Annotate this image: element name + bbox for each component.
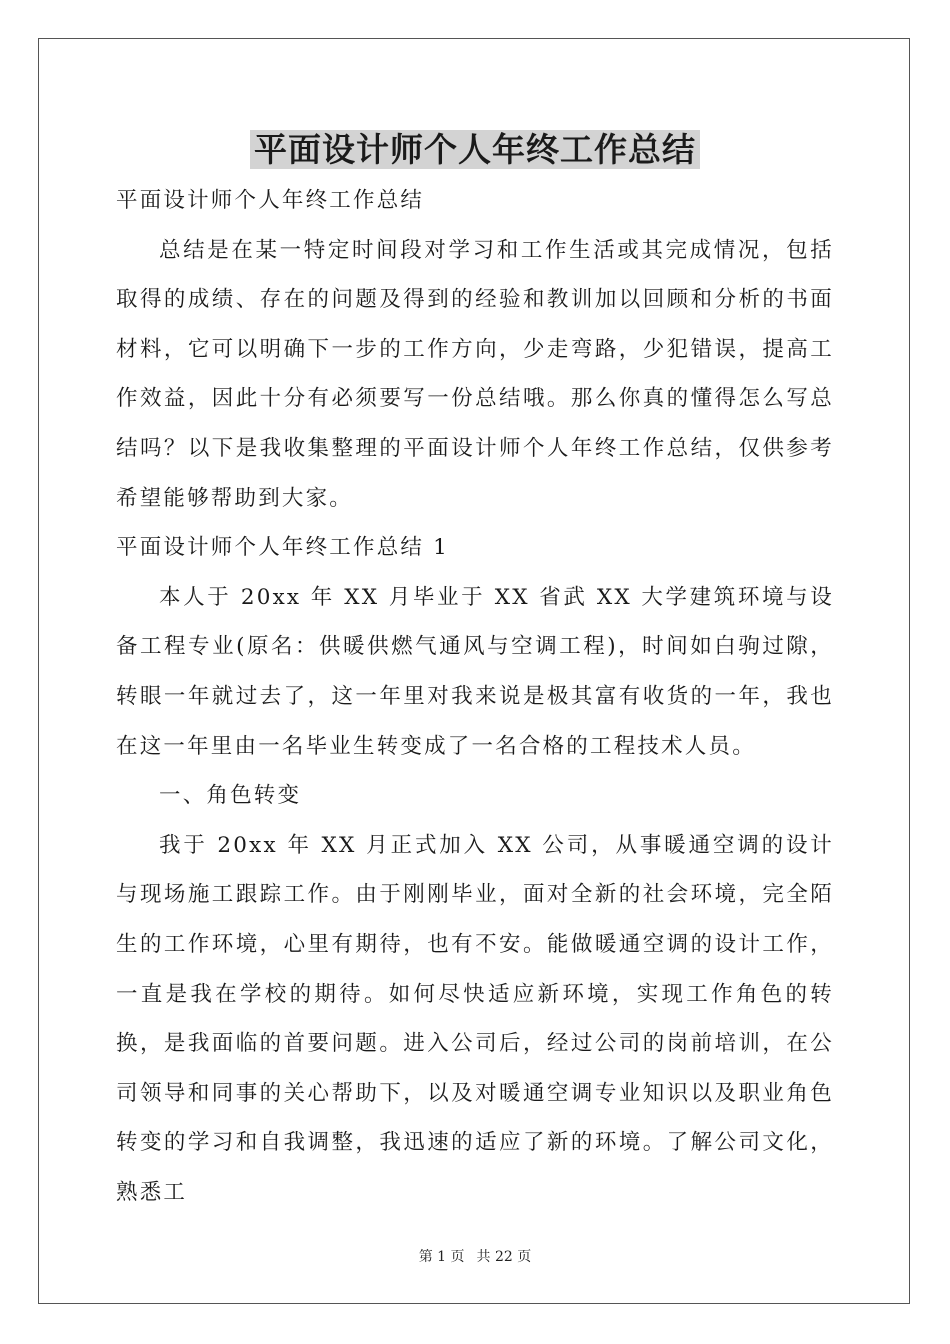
body-paragraph-1: 本人于 20xx 年 XX 月毕业于 XX 省武 XX 大学建筑环境与设备工程专业(原名：供暖供燃气通风与空调工程)，时间如白驹过隙，转眼一年就过去了，这一年里对我来说是极其富有收货的一年，我也在这一年里由一名毕业生转变成了一名合格的工程技术人员。: [116, 584, 834, 759]
page-footer: [0, 1246, 950, 1266]
subtitle-line: 平面设计师个人年终工作总结: [116, 188, 425, 213]
document-body: [116, 176, 834, 1217]
document-title: [0, 126, 950, 174]
document-title-text: 平面设计师个人年终工作总结: [250, 130, 700, 169]
page-number: 第 1 页: [418, 1249, 465, 1265]
body-paragraph-2: 我于 20xx 年 XX 月正式加入 XX 公司，从事暖通空调的设计与现场施工跟踪工作。由于刚刚毕业，面对全新的社会环境，完全陌生的工作环境，心里有期待，也有不安。能做暖通空调的设计工作，一直是我在学校的期待。如何尽快适应新环境，实现工作角色的转换，是我面临的首要问题。进入公司后，经过公司的岗前培训，在公司领导和同事的关心帮助下，以及对暖通空调专业知识以及职业角色转变的学习和自我调整，我迅速的适应了新的环境。了解公司文化，熟悉工: [116, 832, 834, 1205]
intro-paragraph: 总结是在某一特定时间段对学习和工作生活或其完成情况，包括取得的成绩、存在的问题及得到的经验和教训加以回顾和分析的书面材料，它可以明确下一步的工作方向，少走弯路，少犯错误，提高工作效益，因此十分有必须要写一份总结哦。那么你真的懂得怎么写总结吗？以下是我收集整理的平面设计师个人年终工作总结，仅供参考希望能够帮助到大家。: [116, 237, 834, 511]
section-heading-1: 平面设计师个人年终工作总结 1: [116, 535, 450, 561]
subheading-role-change: 一、角色转变: [159, 783, 302, 809]
page-total: 共 22 页: [476, 1249, 532, 1265]
